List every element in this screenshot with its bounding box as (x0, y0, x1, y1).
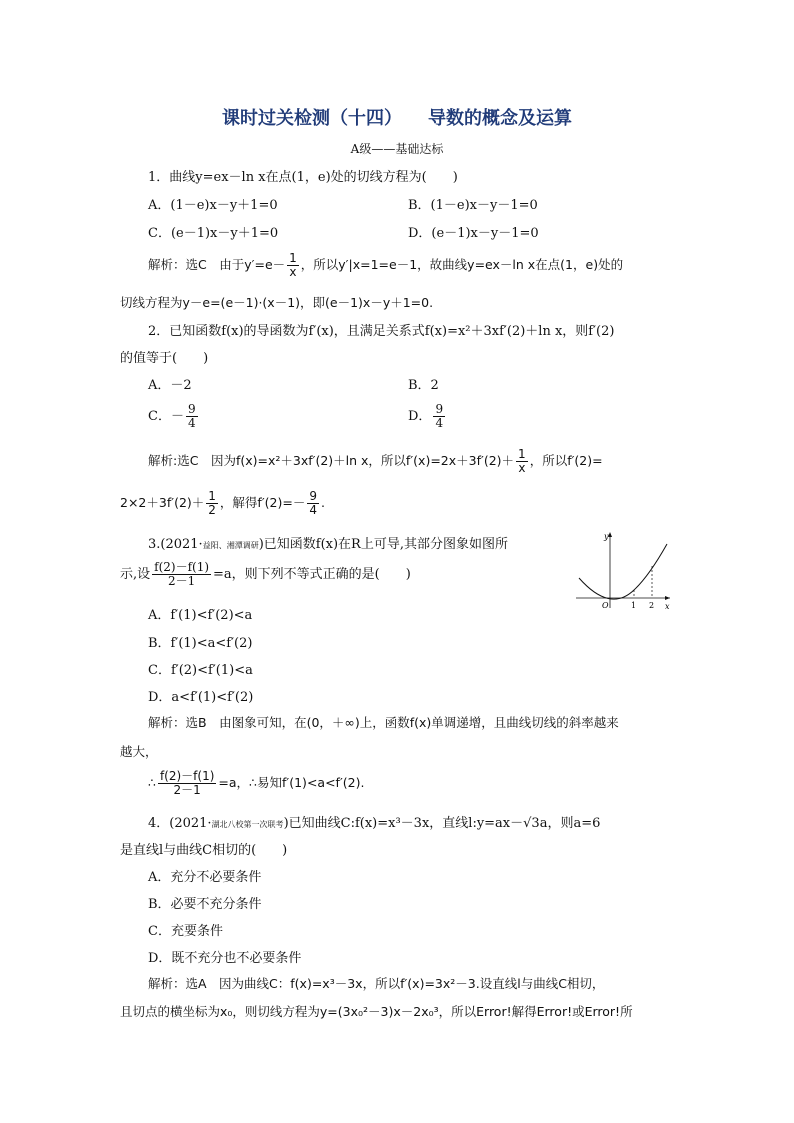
q2-sol-f1-den: x (518, 461, 526, 475)
q3-stem-prefix: 3.(2021· (148, 537, 203, 552)
q2-sol-text-c: 2×2＋3f′(2)＋ (120, 495, 205, 510)
q3-stem-line2 (120, 558, 411, 592)
q2-sol-f3-den: 4 (309, 503, 317, 517)
q2-stem-line2: 的值等于( ) (120, 351, 209, 366)
q2-d-den: 4 (435, 416, 444, 430)
q1-sol-frac-den: x (289, 265, 297, 279)
q1-sol-text-b: ，所以y′|x=1=e－1，故曲线y=ex－ln x在点(1，e)处的 (300, 257, 624, 272)
q4-option-c: C．充要条件 (148, 924, 223, 939)
q2-option-b: B．2 (408, 378, 439, 393)
q2-sol-fraction3 (307, 490, 319, 517)
q4-stem-prefix: 4．(2021· (148, 816, 212, 831)
q2-sol-f2-den: 2 (208, 503, 216, 517)
q2-option-a: A．－2 (148, 378, 192, 393)
q4-solution-line2: 且切点的横坐标为x₀，则切线方程为y=(3x₀²－3)x－2x₀³，所以Error!解得Error!或Error!所 (120, 1004, 633, 1019)
q3-stem-line1 (148, 533, 508, 552)
q3-sol3-a: ∴ (148, 775, 156, 790)
origin-label: O (602, 601, 609, 610)
q1-sol-frac-num: 1 (289, 251, 297, 265)
q1-sol-fraction (287, 252, 299, 279)
q3-stem2-b: =a，则下列不等式正确的是( ) (213, 567, 411, 582)
y-axis-label: y (604, 532, 609, 541)
q1-option-d: D．(e－1)x－y－1=0 (408, 226, 539, 241)
q2-option-d-label: D． (408, 409, 432, 424)
q2-sol-f1-num: 1 (518, 447, 526, 461)
q4-option-b: B．必要不充分条件 (148, 897, 262, 912)
q2-option-c-label: C．－ (148, 409, 184, 424)
q1-option-b: B．(1－e)x－y－1=0 (408, 198, 538, 213)
q2-option-c (148, 400, 200, 434)
q3-stem-fraction (152, 561, 211, 588)
q3-option-b: B．f′(1)<a<f′(2) (148, 636, 253, 651)
tick-label-1: 1 (631, 601, 637, 610)
q2-sol-fraction2 (206, 490, 218, 517)
q4-source: 湖北八校第一次联考 (211, 820, 284, 829)
q4-option-a: A．充分不必要条件 (148, 870, 262, 885)
q1-option-a: A．(1－e)x－y＋1=0 (148, 198, 278, 213)
q3-solution-line1: 解析：选B 由图象可知，在(0，＋∞)上，函数f(x)单调递增，且曲线切线的斜率越来 (148, 715, 619, 730)
q3-sol3-b: =a，∴易知f′(1)<a<f′(2). (218, 775, 365, 790)
q4-option-d: D．既不充分也不必要条件 (148, 951, 302, 966)
q1-sol-text-a: 解析：选C 由于y′=e－ (148, 257, 286, 272)
q1-solution-line2: 切线方程为y－e=(e－1)·(x－1)，即(e－1)x－y＋1=0. (120, 295, 434, 310)
q3-solution-line2: 越大， (120, 744, 158, 759)
q3-frac-den: 2－1 (167, 574, 196, 588)
q3-option-d: D．a<f′(1)<f′(2) (148, 690, 254, 705)
title-part1: 课时过关检测（十四） (222, 108, 402, 129)
q2-solution-line2 (120, 486, 325, 520)
q2-sol-f2-num: 1 (208, 489, 216, 503)
q4-stem-rest: )已知曲线C:f(x)=x³－3x，直线l:y=ax－√3a，则a=6 (283, 816, 601, 831)
q2-option-d-fraction (433, 403, 445, 430)
title-part2: 导数的概念及运算 (428, 108, 572, 129)
q3-sol-frac-num: f(2)－f(1) (159, 769, 215, 783)
q2-stem-line1: 2．已知函数f(x)的导函数为f′(x)，且满足关系式f(x)=x²＋3xf′(2)＋ln x，则f′(2) (148, 324, 615, 339)
q3-function-graph (574, 528, 678, 612)
q2-sol-f3-num: 9 (309, 489, 317, 503)
q2-solution-line1 (148, 444, 603, 478)
q1-stem: 1．曲线y=ex－ln x在点(1，e)处的切线方程为( ) (148, 170, 458, 185)
q2-sol-text-b: ，所以f′(2)= (529, 453, 603, 468)
q3-source: 益阳、湘潭调研 (202, 541, 259, 550)
function-curve (579, 544, 667, 599)
q3-stem2-a: 示,设 (120, 567, 151, 582)
q3-sol-fraction (158, 770, 216, 797)
q2-sol-text-d: ，解得f′(2)=－ (219, 495, 306, 510)
x-axis-label: x (665, 602, 670, 611)
q1-option-c: C．(e－1)x－y＋1=0 (148, 226, 279, 241)
level-heading: A级——基础达标 (350, 142, 444, 156)
q2-sol-text-e: . (320, 495, 325, 510)
q2-c-num: 9 (187, 402, 196, 416)
q3-option-a: A．f′(1)<f′(2)<a (148, 608, 253, 623)
q2-option-c-fraction (186, 403, 198, 430)
q3-solution-line3 (148, 766, 364, 800)
q2-option-d (408, 400, 447, 434)
q2-sol-text-a: 解析:选C 因为f(x)=x²＋3xf′(2)＋ln x，所以f′(x)=2x＋3f′(2)＋ (148, 453, 515, 468)
q2-c-den: 4 (187, 416, 196, 430)
q4-stem-line2: 是直线l与曲线C相切的( ) (120, 843, 288, 858)
q2-d-num: 9 (435, 402, 444, 416)
q3-option-c: C．f′(2)<f′(1)<a (148, 663, 253, 678)
q3-sol-frac-den: 2－1 (173, 783, 201, 797)
q2-sol-fraction1 (516, 448, 528, 475)
tick-label-2: 2 (649, 601, 655, 610)
x-axis-arrow-icon (665, 596, 670, 600)
q4-stem-line1 (148, 812, 600, 831)
q1-solution-line1 (148, 249, 623, 281)
q4-solution-line1: 解析：选A 因为曲线C：f(x)=x³－3x，所以f′(x)=3x²－3.设直线l与曲线C相切， (148, 976, 605, 991)
page-title (0, 104, 794, 130)
q3-stem-rest: )已知函数f(x)在R上可导,其部分图象如图所 (258, 537, 508, 552)
y-axis-arrow-icon (608, 532, 612, 537)
q3-frac-num: f(2)－f(1) (154, 560, 210, 574)
